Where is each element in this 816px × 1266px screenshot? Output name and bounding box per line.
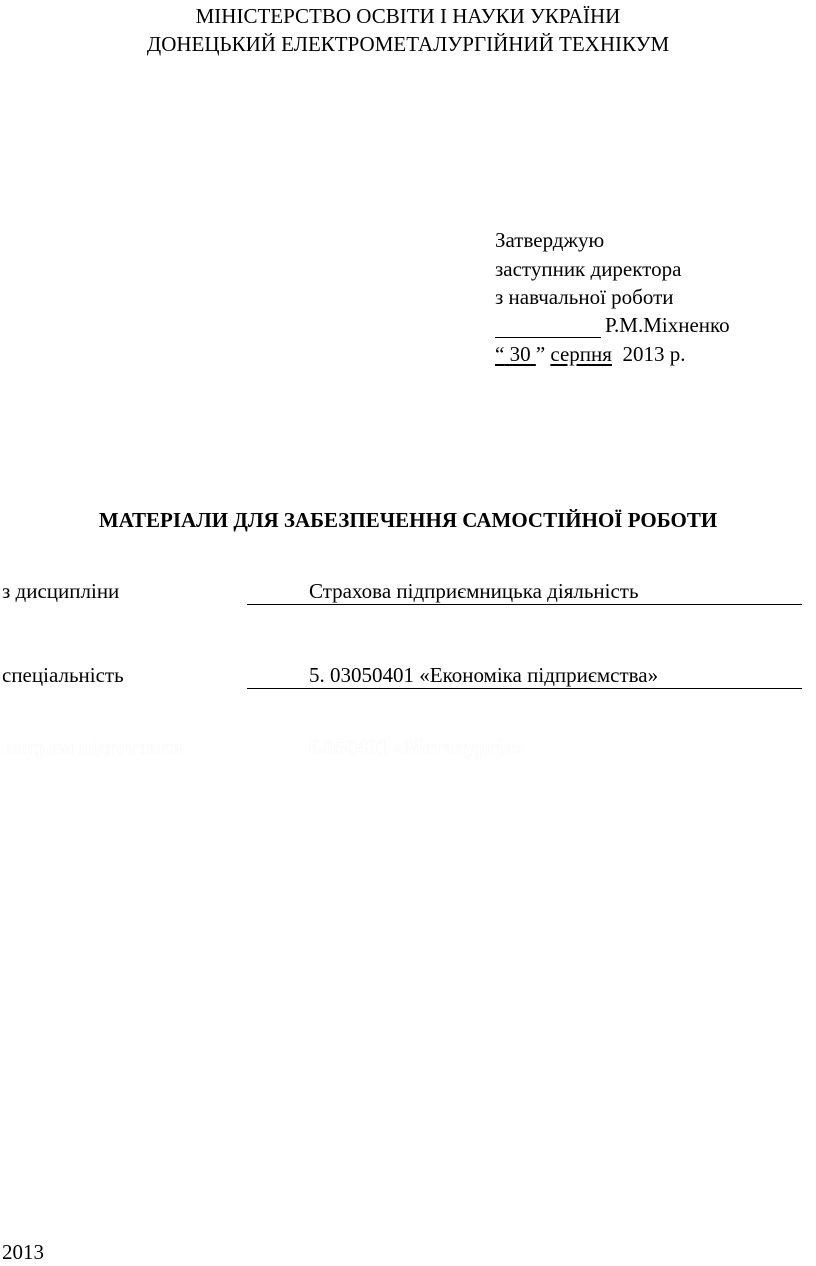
signer-name: Р.М.Міхненко [605,313,730,337]
discipline-field [247,578,802,605]
approval-department: з навчальної роботи [495,285,674,309]
approval-role: заступник директора [495,257,682,281]
date-close-quote: ” [535,342,546,366]
date-day-underlined [495,342,536,366]
specialty-field [247,662,802,689]
date-month: серпня [550,342,612,366]
signature-blank [495,315,601,338]
direction-label: напрям підготовки [2,735,183,759]
date-day: 30 [509,342,531,366]
signature-line [495,312,730,338]
specialty-value: 5. 03050401 «Економіка підприємства» [309,663,659,687]
date-year: 2013 р. [622,342,686,366]
specialty-label: спеціальність [2,663,124,687]
approval-date [495,341,685,367]
document-title: МАТЕРІАЛИ ДЛЯ ЗАБЕЗПЕЧЕННЯ САМОСТІЙНОЇ РОБОТИ [98,508,718,532]
discipline-value: Страхова підприємницька діяльність [309,579,639,603]
direction-value: 6.050401 «Металургія» [309,735,525,759]
date-open-quote: “ [495,342,505,366]
discipline-label: з дисципліни [2,579,120,603]
ministry-heading: МІНІСТЕРСТВО ОСВІТИ І НАУКИ УКРАЇНИ [195,4,621,28]
college-heading: ДОНЕЦЬКИЙ ЕЛЕКТРОМЕТАЛУРГІЙНИЙ ТЕХНІКУМ [146,32,670,56]
footer-year: 2013 [2,1240,44,1264]
approval-word: Затверджую [495,228,605,252]
